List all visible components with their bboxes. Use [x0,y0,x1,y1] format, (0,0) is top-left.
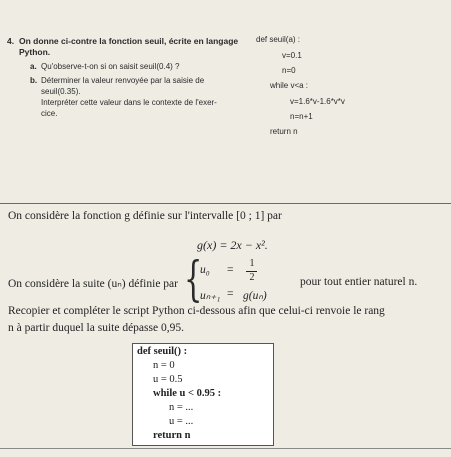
script-line-2: n = 0 [153,360,175,371]
script-line-3: u = 0.5 [153,374,183,385]
seq-row1-lhs: u₀ [200,264,210,276]
seq-row2-rhs: g(uₙ) [243,290,267,302]
top-code-line-4: while v<a : [270,81,309,90]
instruction-line-2: n à partir duquel la suite dépasse 0,95. [8,322,184,334]
intro-text: On considère la fonction g définie sur l'intervalle [0 ; 1] par [8,210,282,222]
seq-row2-lhs: uₙ₊₁ [200,290,221,302]
script-line-4: while u < 0.95 : [153,388,222,399]
function-formula: g(x) = 2x − x². [197,238,268,252]
top-code-line-3: n=0 [282,66,296,75]
question-b-line-2: seuil(0.35). [41,87,81,96]
script-line-7: return n [153,430,191,441]
question-b-line-1: Déterminer la valeur renvoyée par la saisie de [41,76,205,85]
seq-row1-eq: = [227,264,234,276]
question-b-line-4: cice. [41,109,58,118]
bottom-separator [0,448,451,449]
question-4-line-2: Python. [19,47,51,57]
section-separator [0,203,451,204]
top-code-line-7: return n [270,127,298,136]
instruction-line-1: Recopier et compléter le script Python ci-dessous afin que celui-ci renvoie le rang [8,305,385,317]
question-b-line-3: Interpréter cette valeur dans le contexte de l'exer- [41,98,217,107]
top-code-line-6: n=n+1 [290,112,313,121]
sequence-prefix: On considère la suite (uₙ) définie par [8,278,178,290]
top-code-line-5: v=1.6*v-1.6*v*v [290,97,345,106]
question-a-label: a. [30,62,37,71]
question-4-line-1: On donne ci-contre la fonction seuil, écrite en langage [19,36,239,46]
top-code-line-1: def seuil(a) : [256,35,301,44]
sequence-brace: { [184,251,203,307]
seq-row1-numerator: 1 [249,258,255,269]
seq-row2-eq: = [227,288,234,300]
question-b-label: b. [30,76,38,85]
top-code-line-2: v=0.1 [282,51,302,60]
script-line-1: def seuil() : [137,346,188,357]
question-4-number: 4. [7,36,15,46]
question-a-text: Qu'observe-t-on si on saisit seuil(0.4) ? [41,62,180,71]
seq-row1-denominator: 2 [249,272,255,283]
script-line-5: n = ... [169,402,194,413]
sequence-suffix: pour tout entier naturel n. [300,276,418,288]
python-script-box [132,343,274,446]
script-line-6: u = ... [169,416,194,427]
